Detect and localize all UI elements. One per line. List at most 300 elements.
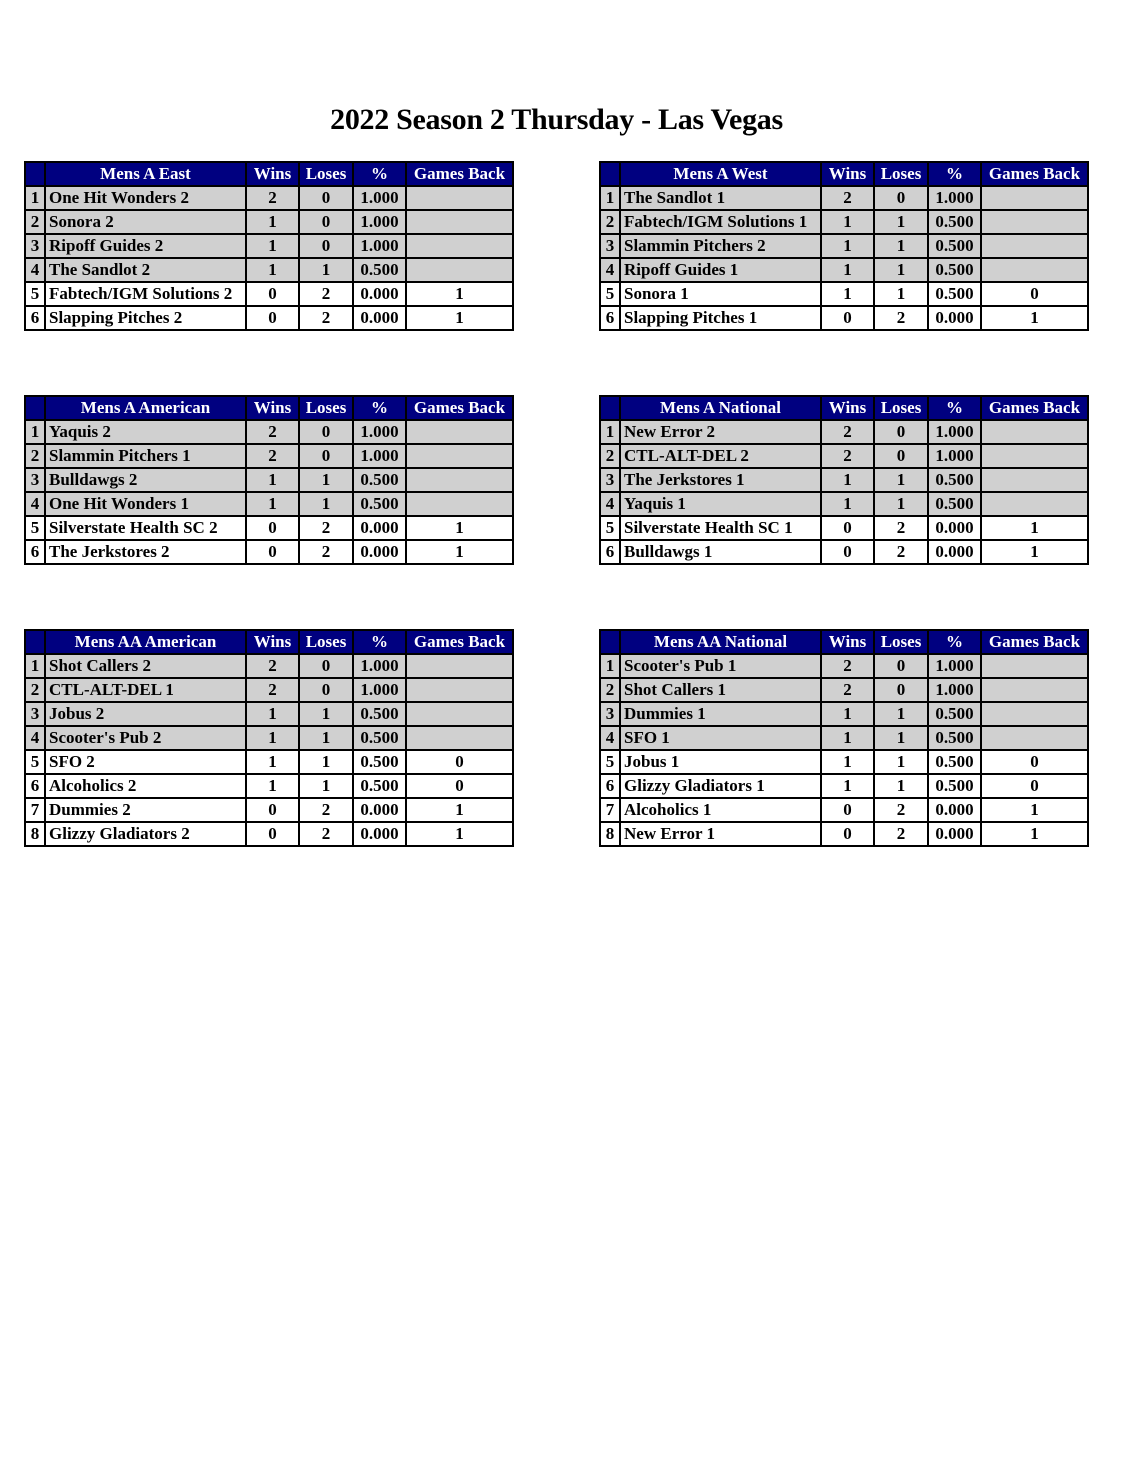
- rank-cell: 4: [25, 492, 45, 516]
- wins-cell: 0: [821, 822, 874, 846]
- table-row: [25, 444, 513, 468]
- pct-header: %: [928, 162, 981, 186]
- rank-cell: 5: [25, 516, 45, 540]
- pct-cell: 0.000: [928, 822, 981, 846]
- pct-cell: 0.500: [928, 258, 981, 282]
- wins-cell: 0: [246, 540, 299, 564]
- team-name-cell: Slapping Pitches 2: [45, 306, 246, 330]
- rank-cell: 6: [600, 540, 620, 564]
- loses-cell: 1: [299, 492, 353, 516]
- division-name: Mens A National: [620, 396, 821, 420]
- rank-cell: 1: [600, 420, 620, 444]
- wins-header: Wins: [246, 396, 299, 420]
- games-back-cell: 1: [406, 516, 513, 540]
- table-row: [600, 702, 1088, 726]
- loses-cell: 1: [299, 702, 353, 726]
- loses-cell: 1: [874, 774, 928, 798]
- rank-cell: 5: [600, 750, 620, 774]
- team-name-cell: Ripoff Guides 2: [45, 234, 246, 258]
- games-back-cell: [981, 420, 1088, 444]
- wins-cell: 1: [821, 210, 874, 234]
- pct-cell: 1.000: [353, 654, 406, 678]
- rank-header: [600, 396, 620, 420]
- rank-cell: 7: [600, 798, 620, 822]
- rank-cell: 2: [25, 210, 45, 234]
- pct-cell: 1.000: [928, 186, 981, 210]
- table-row: [25, 654, 513, 678]
- table-row: [25, 822, 513, 846]
- table-row: [25, 750, 513, 774]
- pct-cell: 0.000: [353, 306, 406, 330]
- rank-cell: 3: [25, 468, 45, 492]
- table-row: [600, 774, 1088, 798]
- pct-cell: 0.500: [928, 702, 981, 726]
- standings-table-mens-a-american: [24, 395, 514, 565]
- team-name-cell: SFO 2: [45, 750, 246, 774]
- loses-cell: 1: [299, 774, 353, 798]
- rank-cell: 5: [25, 750, 45, 774]
- team-name-cell: Dummies 2: [45, 798, 246, 822]
- games-back-cell: 0: [406, 774, 513, 798]
- rank-header: [25, 396, 45, 420]
- pct-cell: 0.500: [353, 702, 406, 726]
- rank-cell: 6: [600, 774, 620, 798]
- team-name-cell: CTL-ALT-DEL 1: [45, 678, 246, 702]
- standings-table-mens-aa-american: [24, 629, 514, 847]
- table-row: [600, 210, 1088, 234]
- wins-cell: 1: [821, 234, 874, 258]
- pct-cell: 0.500: [928, 750, 981, 774]
- games-back-cell: 1: [981, 798, 1088, 822]
- team-name-cell: Glizzy Gladiators 2: [45, 822, 246, 846]
- pct-cell: 0.000: [353, 540, 406, 564]
- games-back-cell: [981, 726, 1088, 750]
- standings-table-mens-a-east: [24, 161, 514, 331]
- rank-cell: 4: [600, 726, 620, 750]
- team-name-cell: Slammin Pitchers 2: [620, 234, 821, 258]
- games-back-cell: [406, 258, 513, 282]
- team-name-cell: Shot Callers 1: [620, 678, 821, 702]
- pct-cell: 0.000: [353, 516, 406, 540]
- wins-cell: 2: [246, 420, 299, 444]
- loses-cell: 1: [874, 750, 928, 774]
- division-name: Mens AA American: [45, 630, 246, 654]
- games-back-header: Games Back: [981, 162, 1088, 186]
- games-back-cell: [981, 234, 1088, 258]
- wins-cell: 2: [246, 654, 299, 678]
- table-row: [600, 516, 1088, 540]
- rank-cell: 5: [600, 282, 620, 306]
- loses-header: Loses: [874, 396, 928, 420]
- team-name-cell: Alcoholics 1: [620, 798, 821, 822]
- pct-cell: 0.000: [928, 516, 981, 540]
- pct-cell: 0.500: [353, 258, 406, 282]
- pct-cell: 1.000: [353, 234, 406, 258]
- pct-header: %: [353, 162, 406, 186]
- rank-cell: 1: [25, 420, 45, 444]
- wins-cell: 0: [246, 516, 299, 540]
- rank-header: [25, 162, 45, 186]
- table-row: [600, 678, 1088, 702]
- games-back-cell: [406, 210, 513, 234]
- wins-header: Wins: [246, 630, 299, 654]
- team-name-cell: CTL-ALT-DEL 2: [620, 444, 821, 468]
- table-row: [25, 798, 513, 822]
- loses-cell: 1: [874, 210, 928, 234]
- rank-cell: 2: [600, 678, 620, 702]
- loses-header: Loses: [874, 162, 928, 186]
- team-name-cell: Fabtech/IGM Solutions 1: [620, 210, 821, 234]
- games-back-cell: [406, 654, 513, 678]
- team-name-cell: Sonora 2: [45, 210, 246, 234]
- loses-cell: 0: [299, 186, 353, 210]
- division-name: Mens A East: [45, 162, 246, 186]
- standings-table-mens-a-national: [599, 395, 1089, 565]
- loses-header: Loses: [299, 630, 353, 654]
- table-row: [25, 492, 513, 516]
- wins-cell: 1: [246, 210, 299, 234]
- wins-cell: 1: [821, 726, 874, 750]
- team-name-cell: Glizzy Gladiators 1: [620, 774, 821, 798]
- rank-cell: 2: [600, 210, 620, 234]
- wins-cell: 0: [246, 798, 299, 822]
- games-back-header: Games Back: [981, 630, 1088, 654]
- pct-cell: 0.500: [353, 750, 406, 774]
- pct-cell: 0.000: [353, 282, 406, 306]
- team-name-cell: Silverstate Health SC 1: [620, 516, 821, 540]
- loses-cell: 2: [874, 516, 928, 540]
- wins-cell: 1: [246, 726, 299, 750]
- pct-cell: 1.000: [928, 444, 981, 468]
- loses-cell: 2: [874, 540, 928, 564]
- wins-cell: 1: [821, 258, 874, 282]
- wins-cell: 2: [821, 654, 874, 678]
- wins-cell: 0: [246, 282, 299, 306]
- table-row: [25, 540, 513, 564]
- table-row: [25, 210, 513, 234]
- rank-cell: 4: [25, 726, 45, 750]
- rank-header: [25, 630, 45, 654]
- wins-cell: 0: [821, 516, 874, 540]
- rank-cell: 2: [600, 444, 620, 468]
- table-row: [25, 282, 513, 306]
- division-name: Mens A West: [620, 162, 821, 186]
- games-back-cell: [406, 468, 513, 492]
- rank-cell: 2: [25, 444, 45, 468]
- table-row: [25, 702, 513, 726]
- team-name-cell: The Sandlot 1: [620, 186, 821, 210]
- games-back-cell: [406, 726, 513, 750]
- team-name-cell: Yaquis 2: [45, 420, 246, 444]
- wins-header: Wins: [821, 396, 874, 420]
- wins-cell: 0: [246, 306, 299, 330]
- standings-table-mens-a-west: [599, 161, 1089, 331]
- games-back-cell: 0: [981, 774, 1088, 798]
- pct-cell: 1.000: [353, 678, 406, 702]
- games-back-cell: [406, 186, 513, 210]
- rank-cell: 3: [600, 234, 620, 258]
- pct-cell: 1.000: [928, 420, 981, 444]
- wins-cell: 2: [246, 444, 299, 468]
- team-name-cell: New Error 2: [620, 420, 821, 444]
- loses-cell: 1: [874, 282, 928, 306]
- pct-cell: 0.500: [353, 774, 406, 798]
- loses-cell: 0: [299, 444, 353, 468]
- team-name-cell: Silverstate Health SC 2: [45, 516, 246, 540]
- rank-cell: 4: [600, 492, 620, 516]
- games-back-cell: [981, 492, 1088, 516]
- team-name-cell: The Sandlot 2: [45, 258, 246, 282]
- rank-cell: 7: [25, 798, 45, 822]
- loses-cell: 0: [874, 678, 928, 702]
- team-name-cell: Slapping Pitches 1: [620, 306, 821, 330]
- table-row: [25, 774, 513, 798]
- games-back-cell: [981, 186, 1088, 210]
- rank-cell: 5: [600, 516, 620, 540]
- wins-cell: 1: [821, 468, 874, 492]
- team-name-cell: Yaquis 1: [620, 492, 821, 516]
- division-name: Mens AA National: [620, 630, 821, 654]
- wins-cell: 1: [246, 234, 299, 258]
- pct-cell: 0.500: [928, 726, 981, 750]
- rank-cell: 1: [600, 186, 620, 210]
- loses-cell: 0: [874, 444, 928, 468]
- games-back-header: Games Back: [406, 396, 513, 420]
- games-back-cell: [981, 258, 1088, 282]
- rank-cell: 3: [600, 702, 620, 726]
- team-name-cell: Scooter's Pub 2: [45, 726, 246, 750]
- wins-cell: 1: [821, 774, 874, 798]
- table-row: [25, 258, 513, 282]
- games-back-cell: 0: [981, 750, 1088, 774]
- games-back-cell: [406, 444, 513, 468]
- team-name-cell: One Hit Wonders 2: [45, 186, 246, 210]
- loses-cell: 1: [874, 258, 928, 282]
- wins-cell: 1: [821, 750, 874, 774]
- pct-cell: 0.000: [928, 798, 981, 822]
- rank-cell: 6: [25, 306, 45, 330]
- table-row: [25, 678, 513, 702]
- games-back-cell: 1: [981, 822, 1088, 846]
- games-back-cell: 1: [406, 306, 513, 330]
- table-row: [600, 306, 1088, 330]
- games-back-cell: 1: [981, 306, 1088, 330]
- table-row: [25, 516, 513, 540]
- games-back-cell: 1: [406, 822, 513, 846]
- wins-cell: 1: [246, 750, 299, 774]
- wins-cell: 2: [821, 186, 874, 210]
- games-back-header: Games Back: [406, 630, 513, 654]
- pct-header: %: [928, 396, 981, 420]
- pct-cell: 1.000: [353, 420, 406, 444]
- team-name-cell: Sonora 1: [620, 282, 821, 306]
- games-back-header: Games Back: [981, 396, 1088, 420]
- loses-cell: 0: [299, 678, 353, 702]
- games-back-cell: 1: [406, 540, 513, 564]
- wins-cell: 0: [821, 306, 874, 330]
- division-name: Mens A American: [45, 396, 246, 420]
- loses-cell: 1: [874, 468, 928, 492]
- table-row: [600, 282, 1088, 306]
- pct-header: %: [353, 396, 406, 420]
- rank-cell: 1: [25, 186, 45, 210]
- pct-header: %: [928, 630, 981, 654]
- wins-cell: 1: [821, 492, 874, 516]
- games-back-cell: [981, 654, 1088, 678]
- table-row: [600, 750, 1088, 774]
- loses-cell: 2: [299, 822, 353, 846]
- pct-cell: 0.000: [353, 822, 406, 846]
- pct-cell: 1.000: [928, 678, 981, 702]
- team-name-cell: Jobus 1: [620, 750, 821, 774]
- rank-header: [600, 630, 620, 654]
- team-name-cell: Bulldawgs 2: [45, 468, 246, 492]
- loses-cell: 1: [299, 726, 353, 750]
- rank-cell: 4: [600, 258, 620, 282]
- loses-cell: 1: [299, 468, 353, 492]
- team-name-cell: Jobus 2: [45, 702, 246, 726]
- team-name-cell: Ripoff Guides 1: [620, 258, 821, 282]
- table-row: [600, 444, 1088, 468]
- wins-cell: 1: [821, 282, 874, 306]
- rank-cell: 6: [600, 306, 620, 330]
- loses-cell: 0: [874, 654, 928, 678]
- rank-cell: 6: [25, 774, 45, 798]
- loses-cell: 1: [874, 234, 928, 258]
- pct-cell: 0.500: [928, 210, 981, 234]
- pct-cell: 0.000: [928, 540, 981, 564]
- team-name-cell: Dummies 1: [620, 702, 821, 726]
- games-back-cell: [981, 702, 1088, 726]
- pct-cell: 0.500: [928, 282, 981, 306]
- games-back-cell: [406, 492, 513, 516]
- wins-cell: 1: [246, 258, 299, 282]
- table-row: [25, 468, 513, 492]
- loses-cell: 0: [299, 420, 353, 444]
- games-back-cell: [981, 468, 1088, 492]
- games-back-cell: [406, 234, 513, 258]
- pct-cell: 0.500: [353, 492, 406, 516]
- rank-cell: 5: [25, 282, 45, 306]
- table-row: [25, 420, 513, 444]
- table-row: [600, 822, 1088, 846]
- loses-cell: 0: [299, 210, 353, 234]
- wins-cell: 2: [246, 186, 299, 210]
- pct-cell: 0.500: [928, 774, 981, 798]
- loses-cell: 1: [874, 702, 928, 726]
- pct-cell: 0.500: [928, 492, 981, 516]
- table-row: [600, 654, 1088, 678]
- loses-cell: 0: [874, 186, 928, 210]
- pct-cell: 0.500: [353, 726, 406, 750]
- loses-cell: 2: [874, 798, 928, 822]
- pct-cell: 1.000: [353, 444, 406, 468]
- games-back-cell: [406, 678, 513, 702]
- team-name-cell: The Jerkstores 1: [620, 468, 821, 492]
- table-row: [25, 306, 513, 330]
- wins-cell: 0: [821, 540, 874, 564]
- rank-cell: 1: [25, 654, 45, 678]
- rank-header: [600, 162, 620, 186]
- games-back-cell: 1: [406, 282, 513, 306]
- team-name-cell: SFO 1: [620, 726, 821, 750]
- games-back-cell: [406, 420, 513, 444]
- loses-cell: 0: [299, 234, 353, 258]
- wins-cell: 0: [821, 798, 874, 822]
- loses-cell: 0: [874, 420, 928, 444]
- pct-cell: 0.000: [353, 798, 406, 822]
- pct-cell: 0.000: [928, 306, 981, 330]
- games-back-cell: 1: [406, 798, 513, 822]
- pct-cell: 0.500: [353, 468, 406, 492]
- team-name-cell: Fabtech/IGM Solutions 2: [45, 282, 246, 306]
- games-back-cell: [981, 678, 1088, 702]
- page-title: 2022 Season 2 Thursday - Las Vegas: [330, 103, 783, 136]
- loses-cell: 2: [874, 822, 928, 846]
- wins-cell: 1: [246, 774, 299, 798]
- wins-header: Wins: [821, 162, 874, 186]
- rank-cell: 8: [600, 822, 620, 846]
- games-back-cell: 1: [981, 516, 1088, 540]
- rank-cell: 6: [25, 540, 45, 564]
- loses-cell: 2: [299, 282, 353, 306]
- table-row: [600, 468, 1088, 492]
- wins-cell: 0: [246, 822, 299, 846]
- pct-cell: 1.000: [353, 210, 406, 234]
- table-row: [25, 186, 513, 210]
- wins-cell: 1: [246, 468, 299, 492]
- loses-cell: 1: [299, 750, 353, 774]
- loses-cell: 2: [299, 798, 353, 822]
- standings-table-mens-aa-national: [599, 629, 1089, 847]
- games-back-cell: [981, 210, 1088, 234]
- loses-header: Loses: [299, 162, 353, 186]
- rank-cell: 4: [25, 258, 45, 282]
- pct-cell: 1.000: [928, 654, 981, 678]
- loses-header: Loses: [299, 396, 353, 420]
- team-name-cell: Scooter's Pub 1: [620, 654, 821, 678]
- loses-cell: 2: [299, 540, 353, 564]
- games-back-header: Games Back: [406, 162, 513, 186]
- wins-cell: 1: [821, 702, 874, 726]
- rank-cell: 3: [600, 468, 620, 492]
- table-row: [600, 726, 1088, 750]
- table-row: [600, 420, 1088, 444]
- table-row: [600, 540, 1088, 564]
- pct-cell: 0.500: [928, 234, 981, 258]
- table-row: [25, 234, 513, 258]
- rank-cell: 2: [25, 678, 45, 702]
- team-name-cell: Bulldawgs 1: [620, 540, 821, 564]
- loses-cell: 1: [299, 258, 353, 282]
- wins-header: Wins: [246, 162, 299, 186]
- games-back-cell: [406, 702, 513, 726]
- pct-cell: 0.500: [928, 468, 981, 492]
- team-name-cell: Shot Callers 2: [45, 654, 246, 678]
- table-row: [600, 798, 1088, 822]
- team-name-cell: The Jerkstores 2: [45, 540, 246, 564]
- team-name-cell: Alcoholics 2: [45, 774, 246, 798]
- wins-cell: 2: [821, 678, 874, 702]
- wins-cell: 2: [246, 678, 299, 702]
- table-row: [600, 258, 1088, 282]
- rank-cell: 3: [25, 702, 45, 726]
- loses-cell: 2: [299, 306, 353, 330]
- loses-cell: 0: [299, 654, 353, 678]
- loses-cell: 2: [874, 306, 928, 330]
- pct-header: %: [353, 630, 406, 654]
- loses-header: Loses: [874, 630, 928, 654]
